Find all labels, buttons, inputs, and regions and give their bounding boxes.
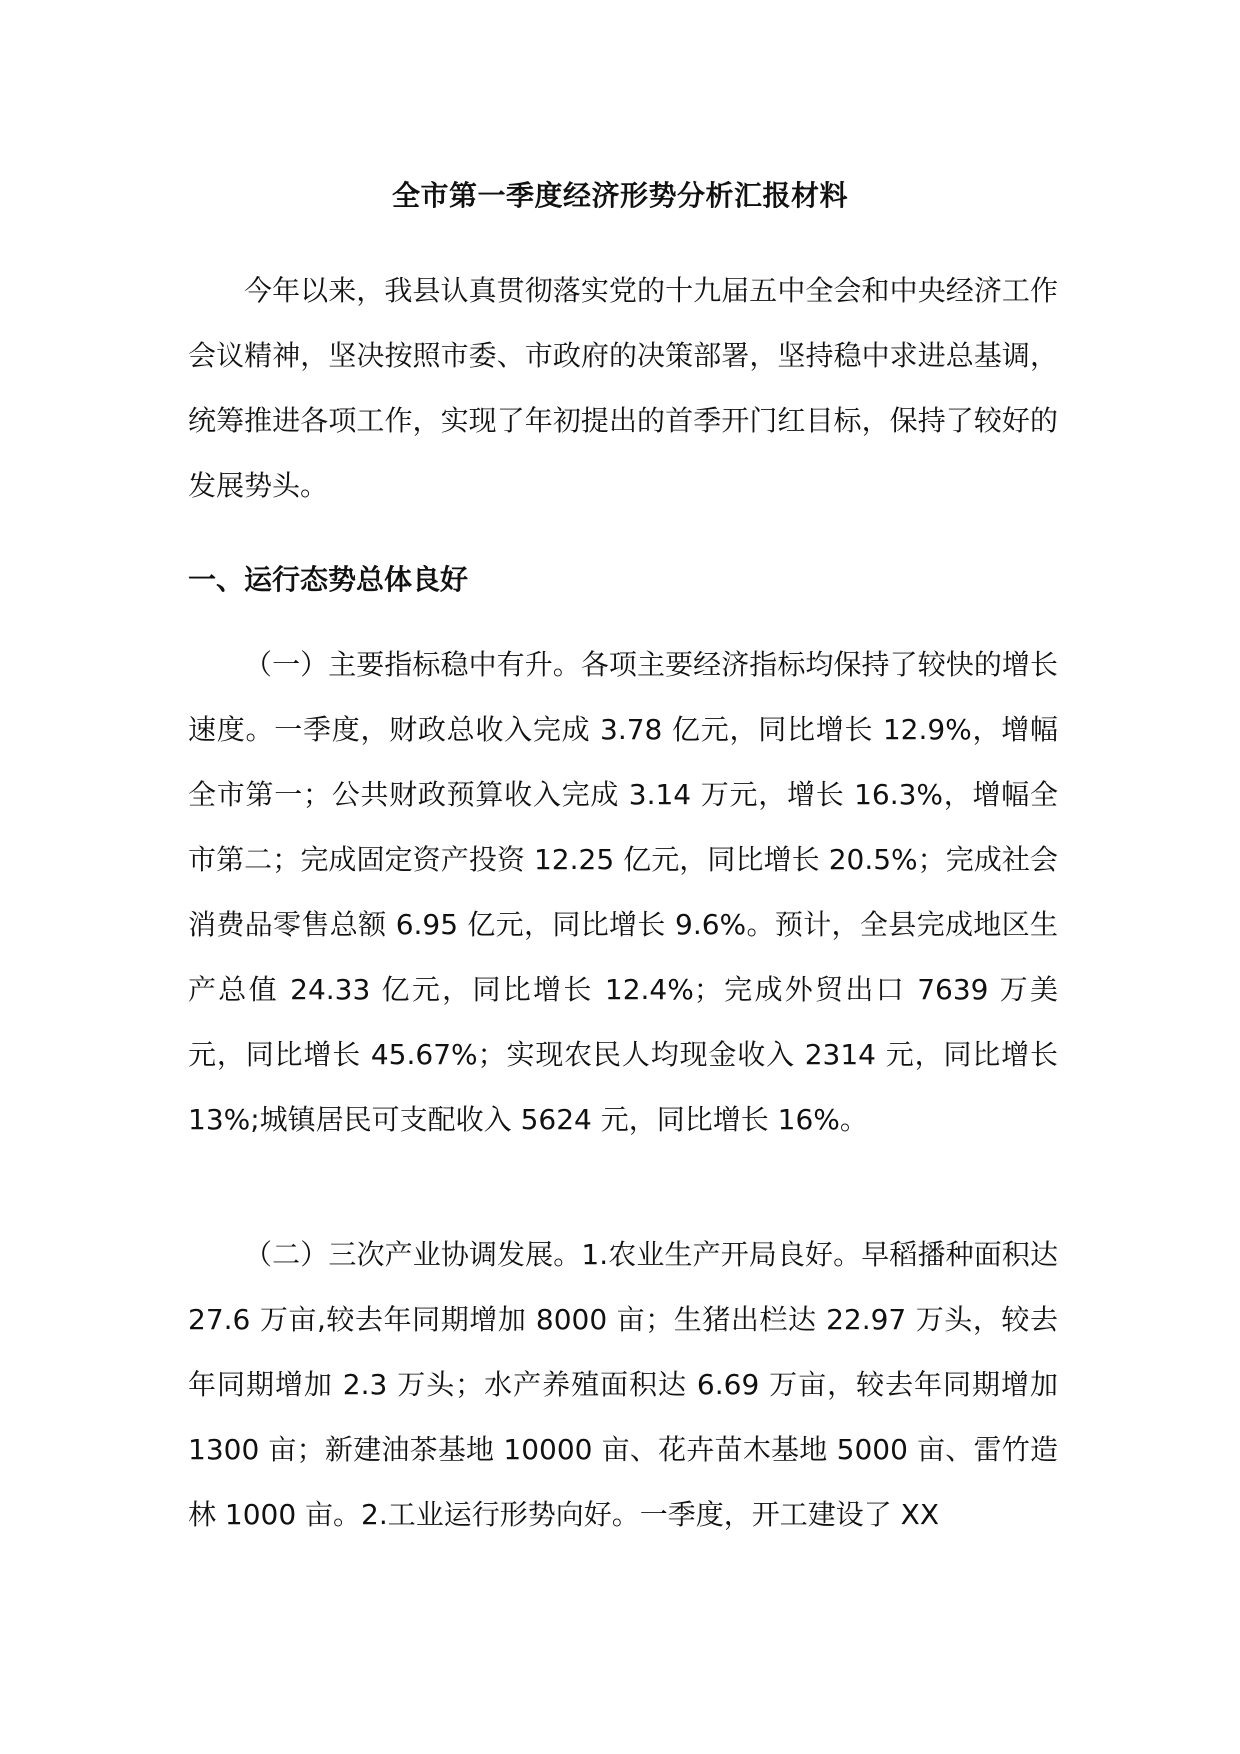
intro-paragraph: 今年以来，我县认真贯彻落实党的十九届五中全会和中央经济工作会议精神，坚决按照市委、市政府的决策部署，坚持稳中求进总基调，统筹推进各项工作，实现了年初提出的首季开门红目标，保持了较好的发展势头。: [188, 274, 1058, 502]
industries-paragraph: （二）三次产业协调发展。1.农业生产开局良好。早稻播种面积达 27.6 万亩,较去年同期增加 8000 亩；生猪出栏达 22.97 万头，较去年同期增加 2.3 万头；水产养殖面积达 6.69 万亩，较去年同期增加 1300 亩；新建油茶基地 10000 亩、花卉苗木基地 5000 亩、雷竹造林 1000 亩。2.工业运行形势向好。一季度，开工建设了 XX: [188, 1238, 1058, 1531]
section-heading: 一、运行态势总体良好: [188, 563, 469, 596]
main-indicators-paragraph: （一）主要指标稳中有升。各项主要经济指标均保持了较快的增长速度。一季度，财政总收入完成 3.78 亿元，同比增长 12.9%，增幅全市第一；公共财政预算收入完成 3.14 万元，增长 16.3%，增幅全市第二；完成固定资产投资 12.25 亿元，同比增长 20.5%；完成社会消费品零售总额 6.95 亿元，同比增长 9.6%。预计，全县完成地区生产总值 24.33 亿元，同比增长 12.4%；完成外贸出口 7639 万美元，同比增长 45.67%；实现农民人均现金收入 2314 元，同比增长 13%;城镇居民可支配收入 5624 元，同比增长 16%。: [188, 648, 1058, 1136]
document-title: 全市第一季度经济形势分析汇报材料: [391, 179, 848, 212]
